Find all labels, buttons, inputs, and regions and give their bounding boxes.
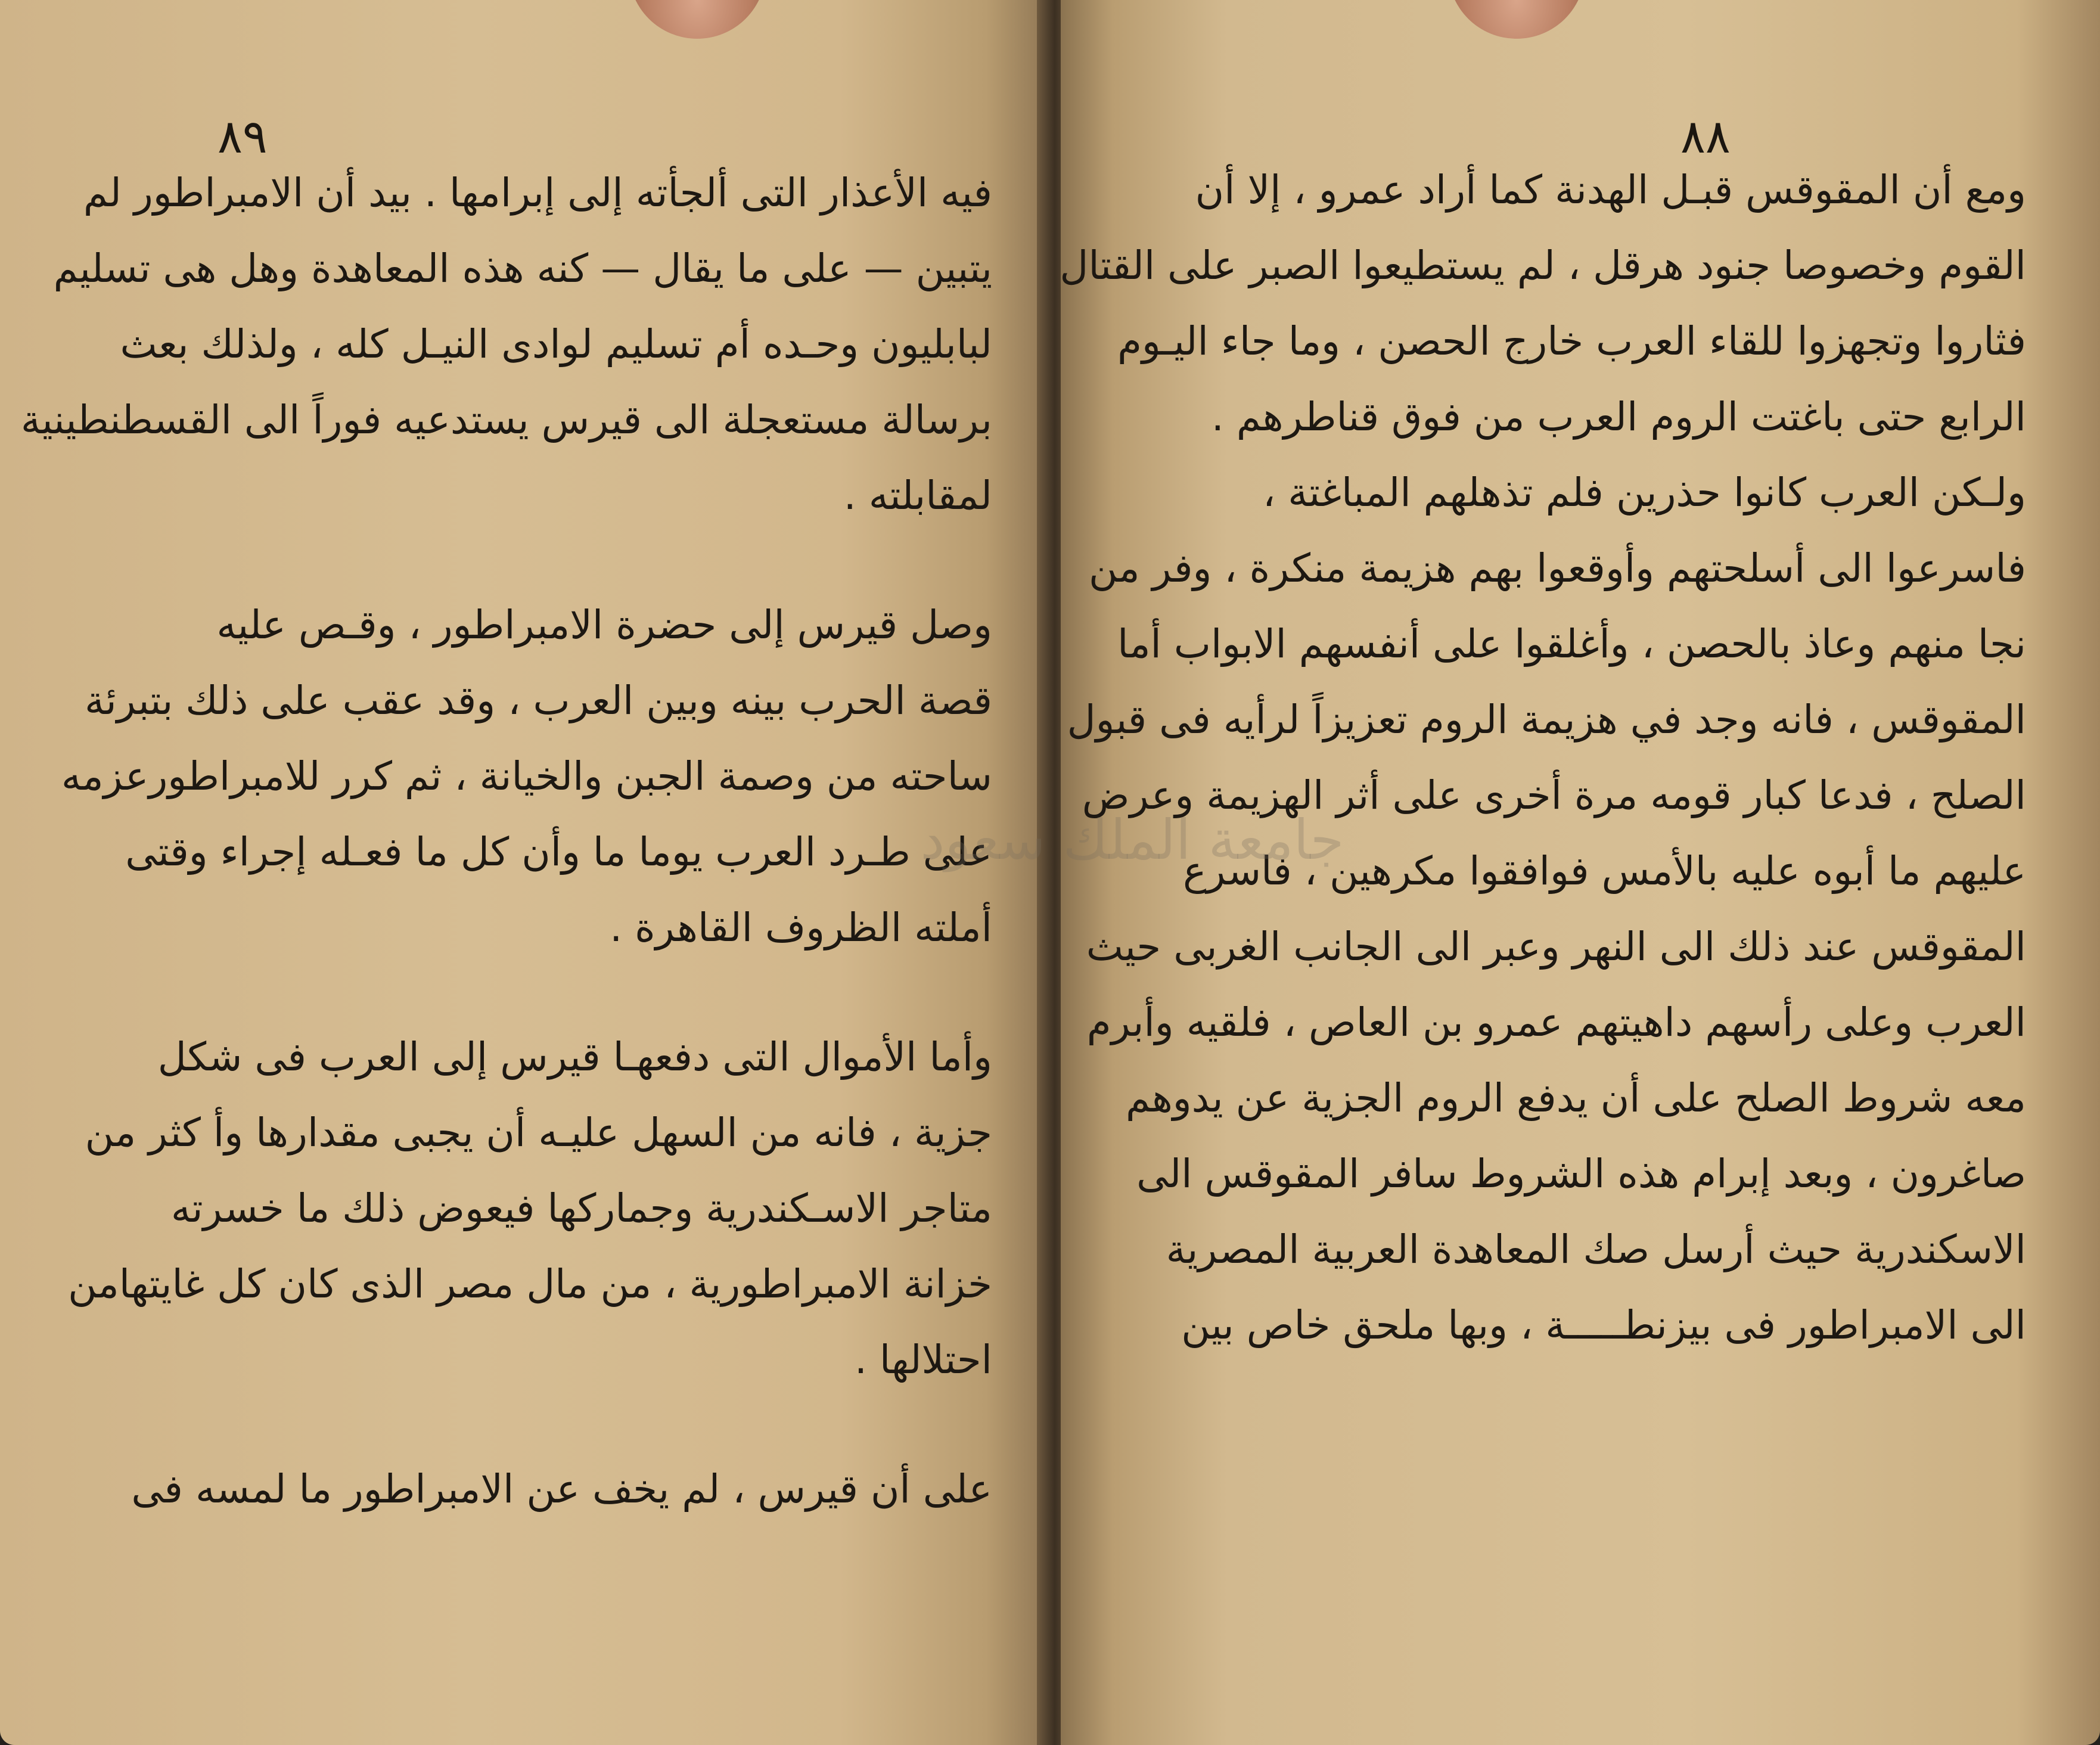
text-line: خزانة الامبراطورية ، من مال مصر الذى كان كل غايتهامن: [68, 1261, 992, 1307]
library-watermark: جامعة الملك سعود: [920, 808, 1344, 872]
text-line: نجا منهم وعاذ بالحصن ، وأغلقوا على أنفسهم الابواب أما: [1117, 621, 2026, 667]
text-line: ولـكن العرب كانوا حذرين فلم تذهلهم المباغتة ،: [1262, 470, 2026, 516]
paragraph-gap: [152, 965, 992, 1019]
text-line: يتبين — على ما يقال — كنه هذه المعاهدة وهل هى تسليم: [53, 246, 992, 291]
text-line: الى الامبراطور فى بيزنطـــــة ، وبها ملحق خاص بين: [1181, 1302, 2026, 1348]
text-line: فاسرعوا الى أسلحتهم وأوقعوا بهم هزيمة منكرة ، وفر من: [1088, 545, 2026, 591]
text-line: لبابليون وحـده أم تسليم لوادى النيـل كله ، ولذلك بعث: [120, 321, 992, 367]
text-line: احتلالها .: [854, 1337, 992, 1383]
left-page-number: ٨٩: [218, 110, 268, 164]
text-line: أملته الظروف القاهرة .: [610, 905, 992, 951]
text-line: قصة الحرب بينه وبين العرب ، وقد عقب على ذلك بتبرئة: [84, 678, 992, 724]
text-line: لمقابلته .: [843, 473, 992, 518]
text-line: برسالة مستعجلة الى قيرس يستدعيه فوراً الى القسطنطينية: [20, 397, 992, 443]
text-line: العرب وعلى رأسهم داهيتهم عمرو بن العاص ، فلقيه وأبرم: [1086, 999, 2026, 1045]
text-line: صاغرون ، وبعد إبرام هذه الشروط سافر المقوقس الى: [1136, 1151, 2026, 1197]
text-line: الصلح ، فدعا كبار قومه مرة أخرى على أثر الهزيمة وعرض: [1082, 772, 2026, 818]
text-line: فيه الأعذار التى ألجأته إلى إبرامها . بيد أن الامبراطور لم: [83, 170, 992, 216]
text-line: على طـرد العرب يوما ما وأن كل ما فعـله إجراء وقتى: [125, 829, 992, 875]
text-line: وأما الأموال التى دفعهـا قيرس إلى العرب فى شكل: [157, 1034, 992, 1080]
paragraph-gap: [152, 1398, 992, 1451]
text-line: الرابع حتى باغتت الروم العرب من فوق قناطرهم .: [1211, 394, 2026, 440]
text-line: فثاروا وتجهزوا للقاء العرب خارج الحصن ، وما جاء اليـوم: [1117, 318, 2026, 364]
text-line: الاسكندرية حيث أرسل صك المعاهدة العربية المصرية: [1166, 1227, 2026, 1272]
text-line: معه شروط الصلح على أن يدفع الروم الجزية عن يدوهم: [1126, 1075, 2026, 1121]
text-line: القوم وخصوصا جنود هرقل ، لم يستطيعوا الصبر على القتال: [1060, 243, 2026, 288]
text-line: ساحته من وصمة الجبن والخيانة ، ثم كرر للامبراطورعزمه: [61, 753, 992, 799]
text-line: متاجر الاسـكندرية وجماركها فيعوض ذلك ما خسرته: [170, 1185, 992, 1231]
paragraph-gap: [152, 533, 992, 587]
text-line: عليهم ما أبوه عليه بالأمس فوافقوا مكرهين ، فاسرع: [1183, 848, 2026, 894]
text-line: ومع أن المقوقس قبـل الهدنة كما أراد عمرو ، إلا أن: [1195, 167, 2026, 213]
text-line: على أن قيرس ، لم يخف عن الامبراطور ما لمسه فى: [131, 1466, 992, 1512]
text-line: المقوقس عند ذلك الى النهر وعبر الى الجانب الغربى حيث: [1086, 924, 2026, 970]
right-page-number: ٨٨: [1680, 110, 1731, 164]
text-line: المقوقس ، فانه وجد في هزيمة الروم تعزيزاً لرأيه فى قبول: [1067, 697, 2026, 743]
text-line: جزية ، فانه من السهل عليـه أن يجبى مقدارها وأ كثر من: [85, 1110, 992, 1156]
text-line: وصل قيرس إلى حضرة الامبراطور ، وقـص عليه: [216, 602, 992, 648]
